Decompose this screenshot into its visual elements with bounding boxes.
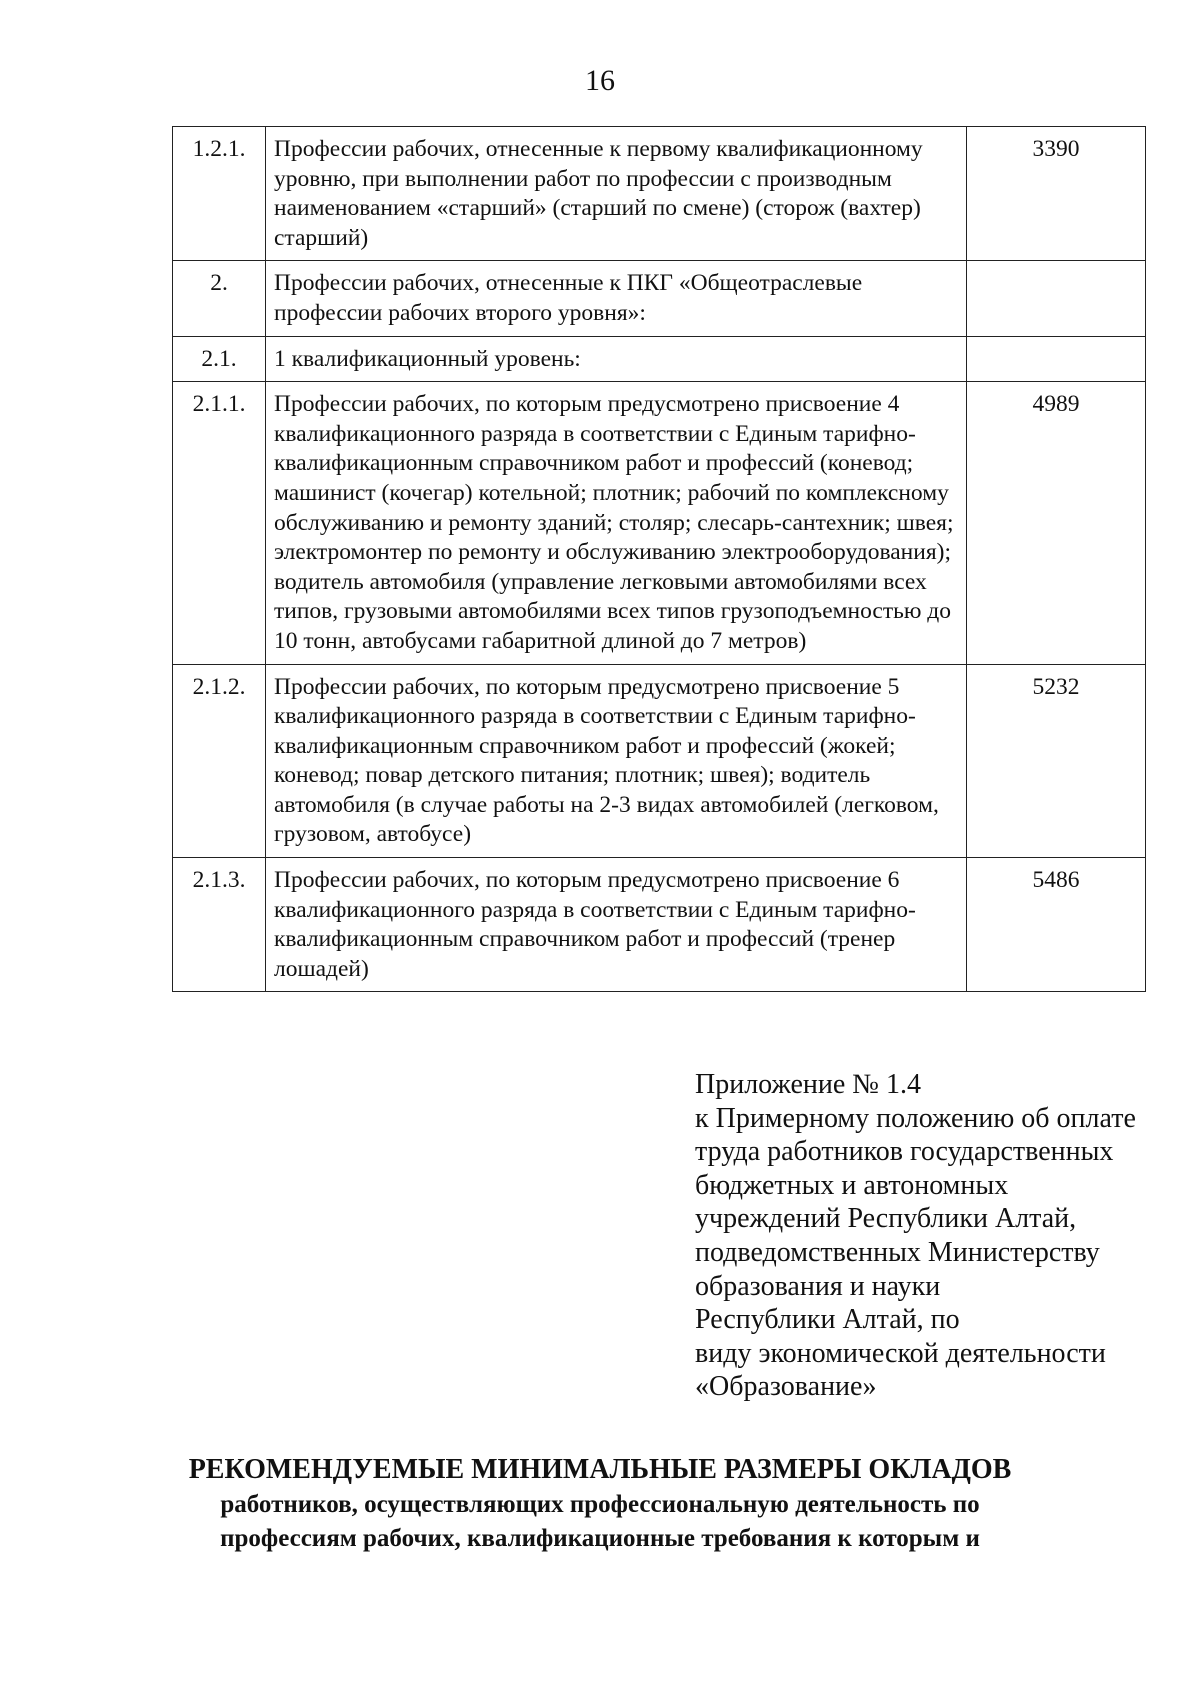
table-row (173, 261, 1146, 336)
section-heading (0, 1452, 1200, 1556)
row-number: 2.1.2. (173, 664, 266, 858)
annex-line: Республики Алтай, по (695, 1304, 960, 1336)
row-salary (967, 261, 1146, 336)
annex-line: образования и науки (695, 1270, 941, 1302)
row-salary: 3390 (967, 127, 1146, 261)
row-salary: 5232 (967, 664, 1146, 858)
row-number: 2. (173, 261, 266, 336)
row-number: 2.1. (173, 336, 266, 382)
table-row (173, 382, 1146, 664)
row-salary: 4989 (967, 382, 1146, 664)
row-salary (967, 336, 1146, 382)
annex-line: труда работников государственных (695, 1136, 1114, 1168)
table-row (173, 664, 1146, 858)
row-description: Профессии рабочих, по которым предусмотрено присвоение 6 квалификационного разряда в соответствии с Единым тарифно-квалификационным справочником работ и профессий (тренер лошадей) (266, 858, 967, 992)
salary-table (172, 126, 1146, 992)
row-description: Профессии рабочих, по которым предусмотрено присвоение 5 квалификационного разряда в соответствии с Единым тарифно-квалификационным справочником работ и профессий (жокей; коневод; повар детского питания; плотник; швея); водитель автомобиля (в случае работы на 2-3 видах автомобилей (легковом, грузовом, автобусе) (266, 664, 967, 858)
annex-line: Приложение № 1.4 (695, 1069, 921, 1100)
row-number: 2.1.1. (173, 382, 266, 664)
annex-line: к Примерному положению об оплате (695, 1102, 1136, 1134)
annex-line: виду экономической деятельности (695, 1337, 1106, 1369)
table-row (173, 858, 1146, 992)
heading-subtitle-line: работников, осуществляющих профессиональную деятельность по (220, 1491, 980, 1518)
table-row (173, 127, 1146, 261)
annex-line: учреждений Республики Алтай, (695, 1203, 1077, 1235)
table-row (173, 336, 1146, 382)
annex-line: подведомственных Министерству (695, 1236, 1100, 1268)
row-number: 2.1.3. (173, 858, 266, 992)
row-description: Профессии рабочих, по которым предусмотрено присвоение 4 квалификационного разряда в соответствии с Единым тарифно-квалификационным справочником работ и профессий (коневод; машинист (кочегар) котельной; плотник; рабочий по комплексному обслуживанию и ремонту зданий; столяр; слесарь-сантехник; швея; электромонтер по ремонту и обслуживанию электрооборудования); водитель автомобиля (управление легковыми автомобилями всех типов, грузовыми автомобилями всех типов грузоподъемностью до 10 тонн, автобусами габаритной длиной до 7 метров) (266, 382, 967, 664)
row-description: 1 квалификационный уровень: (266, 336, 967, 382)
row-number: 1.2.1. (173, 127, 266, 261)
annex-reference (695, 1068, 1175, 1404)
heading-title: РЕКОМЕНДУЕМЫЕ МИНИМАЛЬНЫЕ РАЗМЕРЫ ОКЛАДОВ (188, 1454, 1012, 1485)
row-description: Профессии рабочих, отнесенные к ПКГ «Общеотраслевые профессии рабочих второго уровня»: (266, 261, 967, 336)
row-description: Профессии рабочих, отнесенные к первому квалификационному уровню, при выполнении работ по профессии с производным наименованием «старший» (старший по смене) (сторож (вахтер) старший) (266, 127, 967, 261)
row-salary: 5486 (967, 858, 1146, 992)
annex-line: бюджетных и автономных (695, 1169, 1009, 1201)
annex-line: «Образование» (695, 1371, 877, 1403)
page-number: 16 (585, 64, 615, 97)
heading-subtitle-line: профессиям рабочих, квалификационные требования к которым и (220, 1525, 980, 1552)
